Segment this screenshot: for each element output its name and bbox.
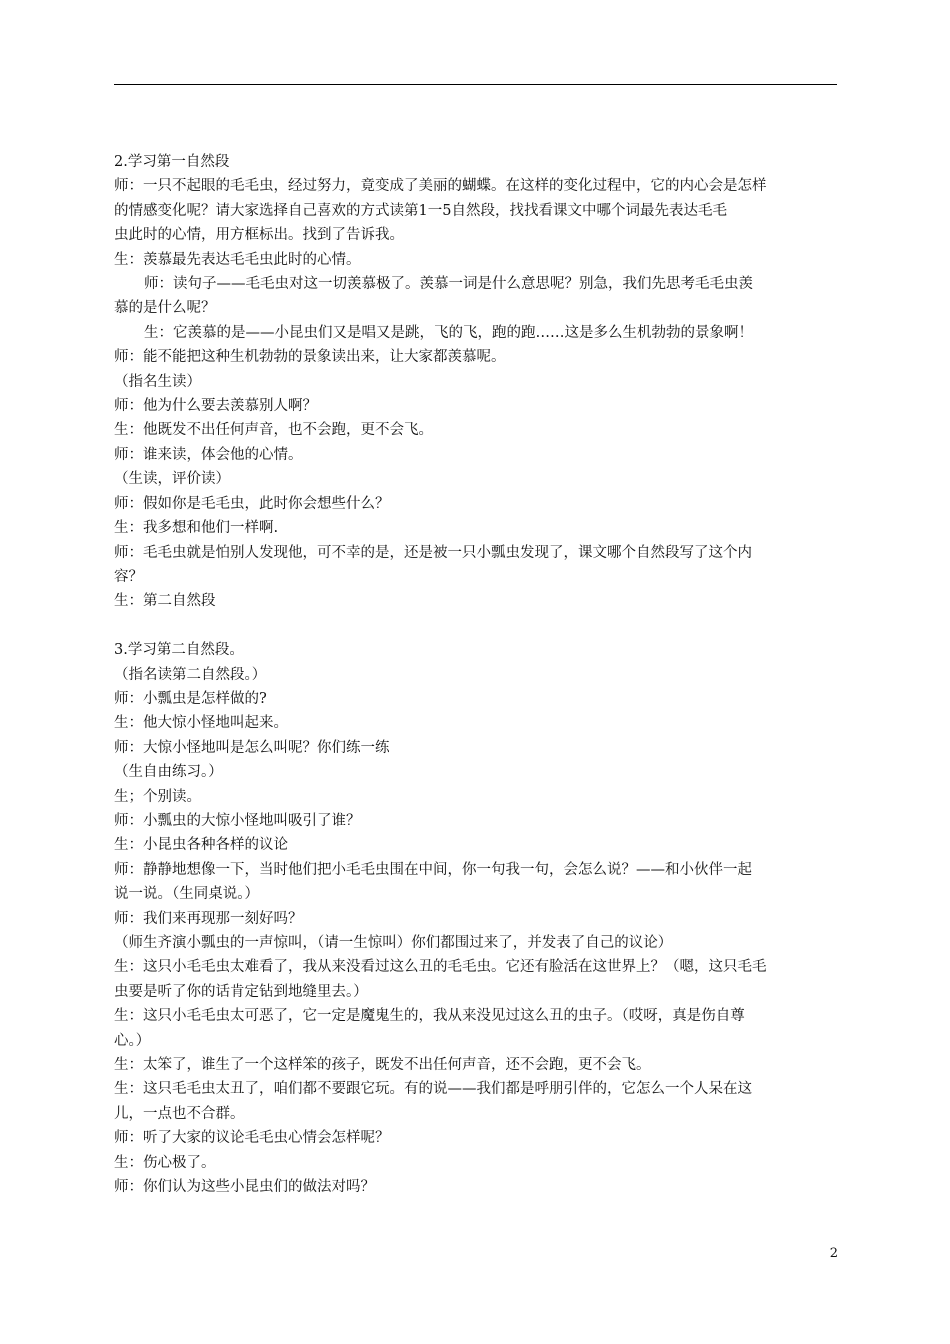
paragraph-line: （生读，评价读） <box>114 471 230 488</box>
paragraph-line: 说一说。（生同桌说。） <box>114 886 259 903</box>
paragraph-line: 虫要是听了你的话肯定钻到地缝里去。） <box>114 983 368 1000</box>
paragraph-line: 的情感变化呢？请大家选择自己喜欢的方式读第1一5自然段，找找看课文中哪个词最先表达毛毛 <box>114 202 727 219</box>
paragraph-line: （指名读第二自然段。） <box>114 666 267 683</box>
paragraph-line: 师：一只不起眼的毛毛虫，经过努力，竟变成了美丽的蝴蝶。在这样的变化过程中，它的内心会是怎样 <box>114 178 767 195</box>
paragraph-line: 生：伤心极了。 <box>114 1154 216 1171</box>
paragraph-line: 师：小瓢虫的大惊小怪地叫吸引了谁？ <box>114 812 361 829</box>
paragraph-line: 师：静静地想像一下，当时他们把小毛毛虫围在中间，你一句我一句，会怎么说？——和小伙伴一起 <box>114 861 752 878</box>
paragraph-line: 师：读句子——毛毛虫对这一切羡慕极了。羡慕一词是什么意思呢？别急，我们先思考毛毛虫羡 <box>144 276 753 293</box>
page-number: 2 <box>829 1246 838 1261</box>
paragraph-line: 生：我多想和他们一样啊. <box>114 520 279 537</box>
paragraph-line: 生：他大惊小怪地叫起来。 <box>114 715 288 732</box>
paragraph-line: 师：大惊小怪地叫是怎么叫呢？你们练一练 <box>114 739 390 756</box>
paragraph-line: 慕的是什么呢？ <box>114 300 216 317</box>
paragraph-line: 生；个别读。 <box>114 788 201 805</box>
paragraph-line: 师：我们来再现那一刻好吗？ <box>114 910 303 927</box>
paragraph-line: 生：小昆虫各种各样的议论 <box>114 837 288 854</box>
paragraph-line: 生：羡慕最先表达毛毛虫此时的心情。 <box>114 251 361 268</box>
paragraph-line: 师：小瓢虫是怎样做的? <box>114 690 267 707</box>
paragraph-line: 师：能不能把这种生机勃勃的景象读出来，让大家都羡慕呢。 <box>114 349 506 366</box>
paragraph-line: 儿，一点也不合群。 <box>114 1105 245 1122</box>
paragraph-line: 师：听了大家的议论毛毛虫心情会怎样呢？ <box>114 1130 390 1147</box>
paragraph-line: 容？ <box>114 568 143 585</box>
paragraph-line: 虫此时的心情，用方框标出。找到了告诉我。 <box>114 227 404 244</box>
section-heading: 3.学习第二自然段。 <box>114 642 244 659</box>
paragraph-line: 生：太笨了，谁生了一个这样笨的孩子，既发不出任何声音，还不会跑，更不会飞。 <box>114 1057 651 1074</box>
section-heading: 2.学习第一自然段 <box>114 154 230 170</box>
paragraph-line: 生：它羡慕的是——小昆虫们又是唱又是跳，飞的飞，跑的跑……这是多么生机勃勃的景象啊！ <box>144 324 753 341</box>
paragraph-line: 师：谁来读，体会他的心情。 <box>114 446 303 463</box>
paragraph-line: 师：毛毛虫就是怕别人发现他，可不幸的是，还是被一只小瓢虫发现了，课文哪个自然段写了这个内 <box>114 544 752 561</box>
paragraph-line: 师：你们认为这些小昆虫们的做法对吗？ <box>114 1179 375 1196</box>
paragraph-line: （生自由练习。） <box>114 764 223 781</box>
blank-line <box>114 614 837 638</box>
paragraph-line: 生：第二自然段 <box>114 593 216 610</box>
paragraph-line: 师：他为什么要去羡慕别人啊？ <box>114 398 317 415</box>
header-rule <box>114 84 837 85</box>
paragraph-line: 生：他既发不出任何声音，也不会跑，更不会飞。 <box>114 422 433 439</box>
paragraph-line: （指名生读） <box>114 373 201 390</box>
paragraph-line: 生：这只毛毛虫太丑了，咱们都不要跟它玩。有的说——我们都是呼朋引伴的，它怎么一个人呆在这 <box>114 1081 752 1098</box>
paragraph-line: 生：这只小毛毛虫太可恶了，它一定是魔鬼生的，我从来没见过这么丑的虫子。（哎呀，真是伤自尊 <box>114 1008 745 1025</box>
paragraph-line: （师生齐演小瓢虫的一声惊叫，（请一生惊叫）你们都围过来了，并发表了自己的议论） <box>114 934 673 951</box>
paragraph-line: 生：这只小毛毛虫太难看了，我从来没看过这么丑的毛毛虫。它还有脸活在这世界上？（嗯，这只毛毛 <box>114 959 767 976</box>
paragraph-line: 心。） <box>114 1032 151 1049</box>
document-body <box>114 150 837 1199</box>
paragraph-line: 师：假如你是毛毛虫，此时你会想些什么？ <box>114 495 390 512</box>
